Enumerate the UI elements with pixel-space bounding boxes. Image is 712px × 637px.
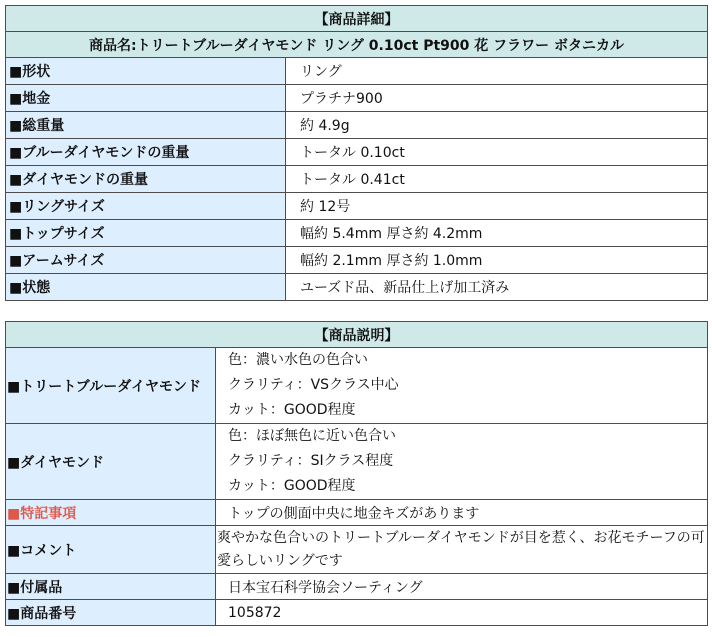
item-number-label: ■商品番号: [6, 600, 216, 626]
accessories-label: ■付属品: [6, 574, 216, 600]
treat-blue-label: ■トリートブルーダイヤモンド: [6, 348, 216, 424]
row-value: 約 12号: [286, 193, 708, 220]
treat-blue-specs: [216, 348, 708, 424]
row-label: ■形状: [6, 58, 286, 85]
row-label: ■ブルーダイヤモンドの重量: [6, 139, 286, 166]
table-row: [6, 424, 708, 500]
details-header: 【商品詳細】: [6, 6, 708, 32]
row-value: 約 4.9g: [286, 112, 708, 139]
table-row: [6, 600, 708, 626]
table-row: [6, 193, 708, 220]
row-label: ■ダイヤモンドの重量: [6, 166, 286, 193]
row-label: ■総重量: [6, 112, 286, 139]
row-label: ■状態: [6, 274, 286, 301]
spec-line: 色：ほぼ無色に近い色合い: [228, 428, 396, 444]
diamond-label: ■ダイヤモンド: [6, 424, 216, 500]
table-row: [6, 139, 708, 166]
table-row: [6, 500, 708, 526]
details-table: [5, 5, 708, 301]
table-row: [6, 166, 708, 193]
notes-label: ■特記事項: [6, 500, 216, 526]
row-label: ■地金: [6, 85, 286, 112]
description-header: 【商品説明】: [6, 322, 708, 348]
table-row: [6, 247, 708, 274]
row-label: ■トップサイズ: [6, 220, 286, 247]
row-value: 幅約 2.1mm 厚さ約 1.0mm: [286, 247, 708, 274]
table-row: [6, 112, 708, 139]
row-value: プラチナ900: [286, 85, 708, 112]
row-value: トータル 0.10ct: [286, 139, 708, 166]
table-row: [6, 85, 708, 112]
item-number-value: 105872: [216, 600, 708, 626]
spec-line: クラリティ：SIクラス程度: [228, 453, 394, 469]
spec-line: カット：GOOD程度: [228, 402, 356, 418]
notes-value: トップの側面中央に地金キズがあります: [216, 500, 708, 526]
row-value: 幅約 5.4mm 厚さ約 4.2mm: [286, 220, 708, 247]
table-row: [6, 348, 708, 424]
table-row: [6, 220, 708, 247]
spec-line: 色：濃い水色の色合い: [228, 352, 368, 368]
row-value: ユーズド品、新品仕上げ加工済み: [286, 274, 708, 301]
table-row: [6, 274, 708, 301]
row-label: ■リングサイズ: [6, 193, 286, 220]
row-value: トータル 0.41ct: [286, 166, 708, 193]
spec-line: カット：GOOD程度: [228, 478, 356, 494]
product-name: 商品名:トリートブルーダイヤモンド リング 0.10ct Pt900 花 フラワー ボタニカル: [6, 32, 708, 58]
spec-line: クラリティ：VSクラス中心: [228, 377, 399, 393]
table-row: [6, 58, 708, 85]
comment-value: 爽やかな色合いのトリートブルーダイヤモンドが目を惹く、お花モチーフの可愛らしいリングです: [216, 526, 708, 574]
table-row: [6, 574, 708, 600]
row-value: リング: [286, 58, 708, 85]
diamond-specs: [216, 424, 708, 500]
description-table: [5, 321, 708, 626]
accessories-value: 日本宝石科学協会ソーティング: [216, 574, 708, 600]
row-label: ■アームサイズ: [6, 247, 286, 274]
comment-label: ■コメント: [6, 526, 216, 574]
table-row: [6, 526, 708, 574]
